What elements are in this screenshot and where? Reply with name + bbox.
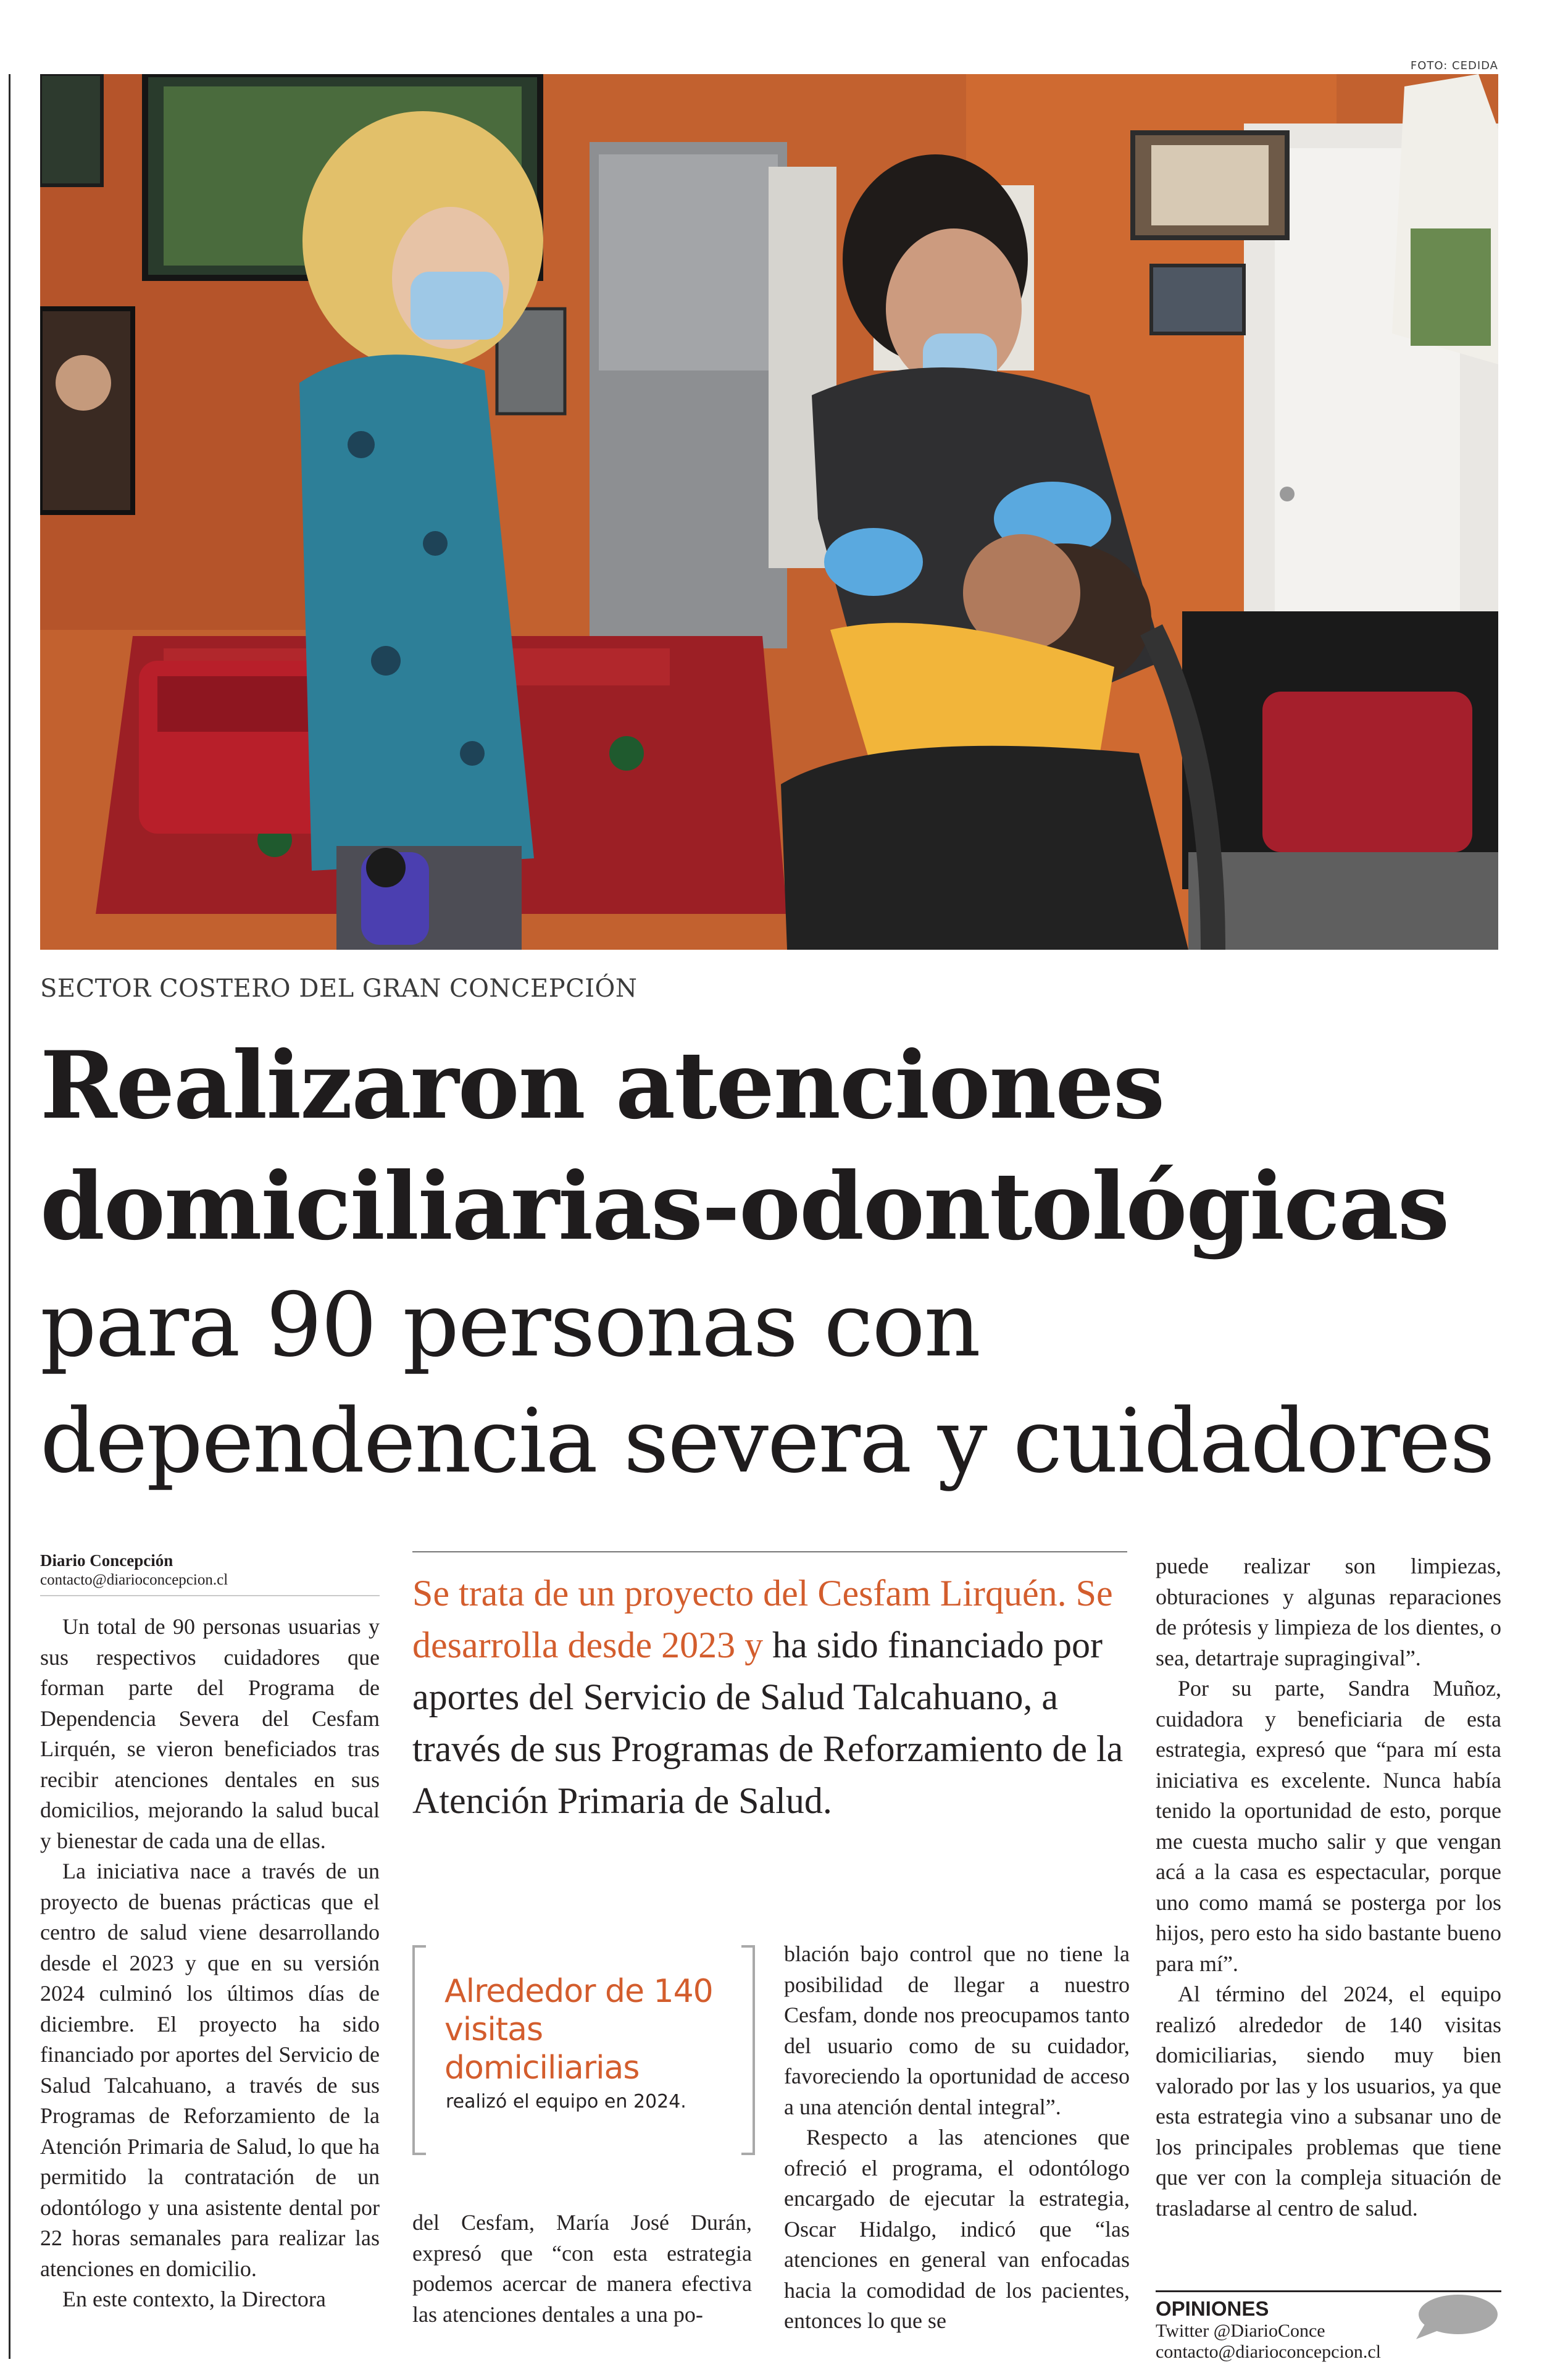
callout-bracket-right <box>741 1945 755 2155</box>
body-column-1 <box>40 1612 380 2315</box>
body-paragraph: Respecto a las atenciones que ofreció el programa, el odontólogo encargado de ejecutar la estrategia, Oscar Hidalgo, indicó que “las atenciones en general van enfocadas hacia la comodidad de los pacientes, entonces lo que se <box>784 2125 1130 2333</box>
body-paragraph: En este contexto, la Directora <box>62 2287 326 2311</box>
headline-line-1: Realizaron atenciones <box>40 1031 1164 1140</box>
body-paragraph: del Cesfam, María José Durán, expresó que “con esta estrategia podemos acercar de manera efectiva las atenciones dentales a una po- <box>412 2210 752 2327</box>
photo-credit: FOTO: CEDIDA <box>1410 59 1498 72</box>
deck-rule <box>412 1551 1127 1552</box>
stat-callout <box>412 1945 755 2155</box>
body-column-2b <box>784 1939 1130 2337</box>
deck-text: ha sido financiado por aportes del Servicio de Salud Talcahuano, a través de sus Programas de Reforzamiento de la Atención Primaria de Salud. <box>412 1625 1124 1821</box>
opinions-title: OPINIONES <box>1156 2297 1269 2320</box>
body-paragraph: La iniciativa nace a través de un proyecto de buenas prácticas que el centro de salud viene desarrollando desde el 2023 y que en su versión 2024 culminó los últimos días de diciembre. El proyecto ha sido financiado por aportes del Servicio de Salud Talcahuano, a través de sus Programas de Reforzamiento de la Atención Primaria de Salud, lo que ha permitido la contratación de un odontólogo y una asistente dental por 22 horas semanales para realizar las atenciones en domicilio. <box>40 1859 380 2281</box>
body-paragraph: Un total de 90 personas usuarias y sus respectivos cuidadores que forman parte del Programa de Dependencia Severa del Cesfam Lirquén, se vieron beneficiados tras recibir atenciones dentales en sus domicilios, mejorando la salud bucal y bienestar de cada una de ellas. <box>40 1614 380 1853</box>
speech-bubble-icon <box>1414 2292 1499 2340</box>
callout-figure: Alrededor de 140 visitas domiciliarias <box>444 1973 713 2087</box>
headline-line-3: para 90 personas con <box>40 1273 980 1376</box>
opinions-twitter[interactable]: Twitter @DiarioConce <box>1156 2321 1325 2341</box>
byline-email[interactable]: contacto@diarioconcepcion.cl <box>40 1572 228 1588</box>
body-column-2 <box>412 2208 752 2330</box>
callout-bracket-left <box>412 1945 426 2155</box>
body-paragraph: blación bajo control que no tiene la posibilidad de llegar a nuestro Cesfam, donde nos preocupamos tanto del usuario como de su cuidador, favoreciendo la oportunidad de acceso a una atención dental integral”. <box>784 1941 1130 2119</box>
headline-line-2: domiciliarias-odontológicas <box>40 1152 1449 1261</box>
deck-highlight: Se trata de un proyecto del Cesfam Lirquén. Se desarrolla desde 2023 y <box>412 1573 1113 1665</box>
callout-caption: realizó el equipo en 2024. <box>446 2091 686 2112</box>
headline-line-4: dependencia severa y cuidadores <box>40 1389 1494 1493</box>
body-paragraph: Al término del 2024, el equipo realizó alrededor de 140 visitas domiciliarias, siendo muy bien valorado por las y los usuarios, ya que esta estrategia vino a subsanar uno de los principales problemas que tiene que ver con la compleja situación de trasladarse al centro de salud. <box>1156 1982 1501 2221</box>
article-deck <box>412 1567 1127 1827</box>
body-paragraph: Por su parte, Sandra Muñoz, cuidadora y beneficiaria de esta estrategia, expresó que “para mí esta iniciativa es excelente. Nunca había tenido la oportunidad de esto, porque me cuesta mucho salir y que vengan acá a la casa es espectacular, porque uno como mamá se posterga por los hijos, pero esto ha sido bastante bueno para mí”. <box>1156 1676 1501 1976</box>
body-column-3 <box>1156 1551 1501 2224</box>
article-kicker: SECTOR COSTERO DEL GRAN CONCEPCIÓN <box>40 974 638 1003</box>
opinions-email[interactable]: contacto@diarioconcepcion.cl <box>1156 2342 1381 2362</box>
article-headline <box>40 1025 1522 1499</box>
article-photo <box>40 74 1498 950</box>
byline-name: Diario Concepción <box>40 1551 173 1570</box>
byline <box>40 1551 380 1596</box>
page-margin-rule <box>9 74 10 2359</box>
body-paragraph: puede realizar son limpiezas, obturaciones y algunas reparaciones de prótesis y limpieza de los dientes, o sea, detartraje supragingival”. <box>1156 1554 1501 1670</box>
